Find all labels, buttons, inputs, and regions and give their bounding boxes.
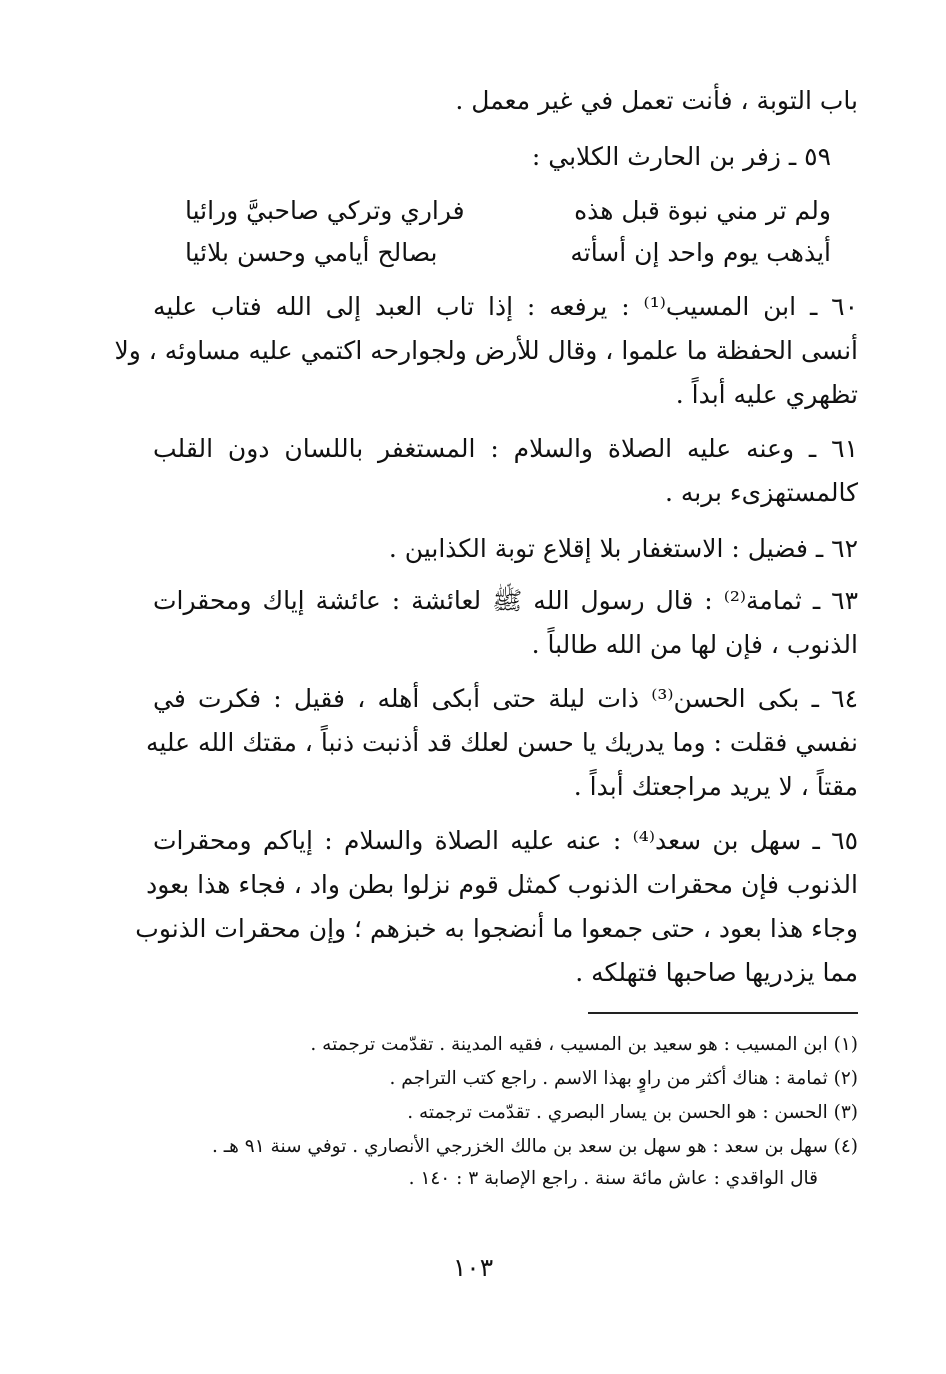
verse-first-hemistich: أيذهب يوم واحد إن أسأته (570, 238, 831, 267)
body-line: نفسي فقلت : وما يدريك يا حسن لعلك قد أذنبت ذنباً ، مقتك الله عليه (145, 728, 858, 757)
footnote-continuation: قال الواقدي : عاش مائة سنة . راجع الإصابة ٣ : ١٤٠ . (408, 1168, 818, 1189)
body-line: ٦٢ ـ فضيل : الاستغفار بلا إقلاع توبة الكذابين . (388, 534, 858, 563)
verse-first-hemistich: ولم تر مني نبوة قبل هذه (574, 196, 831, 225)
verse-second-hemistich: بصالح أيامي وحسن بلائيا (185, 238, 438, 267)
footnote: (٤) سهل بن سعد : هو سهل بن سعد بن مالك الخزرجي الأنصاري . توفي سنة ٩١ هـ . (211, 1136, 858, 1157)
footnote: (٢) ثمامة : هناك أكثر من راوٍ بهذا الاسم . راجع كتب التراجم . (389, 1068, 858, 1089)
body-line: تظهري عليه أبداً . (675, 380, 858, 409)
body-line: مقتاً ، لا يريد مراجعتك أبداً . (573, 772, 858, 801)
entry-heading: ٥٩ ـ زفر بن الحارث الكلابي : (531, 142, 831, 171)
body-line: الذنوب ، فإن لها من الله طالباً . (531, 630, 858, 659)
body-line: باب التوبة ، فأنت تعمل في غير معمل . (455, 86, 858, 115)
body-line: أنسى الحفظة ما علموا ، وقال للأرض ولجوارحه اكتمي عليه مساوئه ، ولا (114, 336, 858, 365)
body-line: ٦٠ ـ ابن المسيب⁽¹⁾ : يرفعه : إذا تاب العبد إلى الله فتاب عليه (153, 292, 858, 321)
verse-second-hemistich: فراري وتركي صاحبيَّ ورائيا (185, 196, 465, 225)
footnote: (٣) الحسن : هو الحسن بن يسار البصري . تقدّمت ترجمته . (407, 1102, 858, 1123)
footnote-separator (588, 1012, 858, 1014)
body-line: ٦١ ـ وعنه عليه الصلاة والسلام : المستغفر باللسان دون القلب (153, 434, 858, 463)
body-line: ٦٤ ـ بكى الحسن⁽³⁾ ذات ليلة حتى أبكى أهله ، فقيل : فكرت في (153, 684, 858, 713)
body-line: ٦٣ ـ ثمامة⁽²⁾ : قال رسول الله ﷺ لعائشة : عائشة إياك ومحقرات (153, 586, 858, 615)
page-number: ١٠٣ (452, 1253, 494, 1282)
body-line: وجاء هذا بعود ، حتى جمعوا ما أنضجوا به خبزهم ؛ وإن محقرات الذنوب (135, 914, 858, 943)
body-line: ٦٥ ـ سهل بن سعد⁽⁴⁾ : عنه عليه الصلاة والسلام : إياكم ومحقرات (153, 826, 858, 855)
body-line: كالمستهزىء بربه . (664, 478, 858, 507)
body-line: مما يزدريها صاحبها فتهلكه . (575, 958, 858, 987)
body-line: الذنوب فإن محقرات الذنوب كمثل قوم نزلوا بطن واد ، فجاء هذا بعود (146, 870, 858, 899)
footnote: (١) ابن المسيب : هو سعيد بن المسيب ، فقيه المدينة . تقدّمت ترجمته . (310, 1034, 858, 1055)
